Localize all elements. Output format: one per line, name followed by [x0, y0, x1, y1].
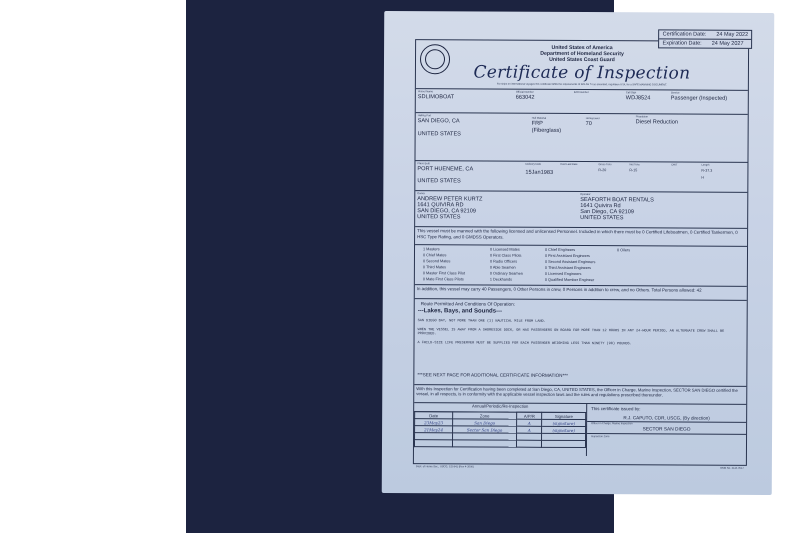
omb-number: OMB No. 2115-0517 [720, 466, 744, 470]
manning-entry: 0 Chief Mates [422, 253, 447, 258]
manning-entry: 0 First Assistant Engineers [544, 253, 590, 259]
certification-date-label: Certification Date: [662, 31, 707, 38]
imo-label: IMO Number [573, 90, 589, 95]
inspection-column-header: Zone [453, 412, 517, 419]
certification-date: 24 May 2022 [716, 31, 749, 38]
issuer-box [586, 404, 746, 457]
inspection-column-header: A/P/R [517, 412, 542, 419]
manning-column-2 [490, 247, 523, 283]
owner-operator-row [415, 190, 747, 226]
inspection-cell: San Diego [453, 419, 517, 426]
route-condition: WHEN THE VESSEL IS AWAY FROM A SHORESIDE DOCK, OR HAS PASSENGERS ON BOARD FOR MORE THAN 12 HOURS IN ANY 24-HOUR PERIOD, AN ALTERNATE CREW SHALL BE PROVIDED. [417, 327, 725, 337]
form-number: Dept. of Home Sec., USCG, CG-841 (Rev 4-2000) [415, 465, 474, 469]
manning-entry: 0 Chief Engineers [545, 247, 576, 252]
place-built-label: Place Built [417, 162, 430, 166]
manning-entry: 0 Able Seamen [489, 265, 516, 270]
horsepower: 70 [585, 121, 592, 128]
manning-intro: This vessel must be manned with the following licensed and unlicensed Personnel. Included in which there must be 0 Certified Lifeboatmen, 0 Certified Tankermen, 0 HSC Type Rating, and 0 GMDSS Operators. [417, 228, 738, 240]
inspection-zone-label: Inspection Zone [591, 435, 610, 439]
length-label: Length [701, 163, 710, 167]
manning-column-1 [423, 246, 465, 282]
photo-background [186, 0, 749, 533]
manning-grid [415, 244, 747, 286]
service: Passenger (Inspected) [670, 95, 728, 102]
manning-column-4 [617, 247, 630, 253]
agency-line-1: United States of America [551, 44, 613, 52]
propulsion-label: Propulsion [635, 115, 648, 119]
route-condition: SAN DIEGO BAY, NOT MORE THAN ONE (1) NAUTICAL MILE FROM LAND. [417, 319, 546, 324]
manning-entry: 0 Oilers [617, 248, 631, 253]
vessel-identity-row [416, 88, 748, 114]
inspection-cell: A [517, 419, 542, 426]
propulsion: Diesel Reduction [635, 119, 678, 126]
gross-tons-label: Gross Tons [598, 163, 612, 167]
inspection-column-header: Signature [542, 412, 586, 419]
manning-entry: 0 Radio Officers [489, 259, 518, 264]
ocmi-label: Officer in Charge, Marine Inspection [591, 422, 633, 426]
inspection-cell: 21May24 [415, 426, 453, 433]
vessel-name: SDLIMOBOAT [417, 94, 455, 101]
horsepower-label: Horsepower [585, 117, 600, 121]
vessel-name-label: Vessel Name [417, 90, 434, 94]
manning-entry: 1 Masters [423, 247, 440, 252]
agency-line-3: United States Coast Guard [549, 57, 615, 64]
inspection-cell: Sector San Diego [453, 426, 517, 433]
manning-entry: 0 Second Assistant Engineers [544, 259, 596, 265]
hailing-port: SAN DIEGO, CA [417, 118, 460, 125]
owner-name: ANDREW PETER KURTZ [417, 196, 483, 203]
manning-intro-row [415, 226, 747, 246]
service-label: Service [670, 91, 680, 95]
owner-address-1: 1641 QUIVIRA RD [417, 202, 464, 209]
hailing-country: UNITED STATES [417, 131, 461, 138]
call-sign: WDJ8524 [625, 95, 651, 102]
official-number-label: Official Number [515, 90, 534, 94]
owner-country: UNITED STATES [417, 214, 461, 221]
manning-entry: 0 Third Mates [422, 265, 447, 270]
issued-by-label: This certificate issued by: [591, 406, 641, 412]
solas-note: For ships on international voyages this certificate fulfills the requirements of SOLAS 74 as amended, regulation V/14, for a SAFE MANNING DOCUMENT. [496, 82, 667, 87]
certification-statement: With this Inspection for Certification having been completed at San Diego, CA, UNITED STATES, the Officer in Charge, Marine Inspection, SECTOR SAN DIEGO certified the vessel, in all respects, is in conformity with the applicable vessel inspection laws and the rules and regulations prescribed thereunder. [416, 386, 738, 398]
keel-laid-label: Keel Laid Date [560, 162, 578, 166]
ocmi: SECTOR SAN DIEGO [587, 426, 746, 435]
place-built-country: UNITED STATES [417, 178, 461, 185]
agency-line-2: Department of Homeland Security [540, 51, 624, 58]
manning-entry: 0 Ordinary Seamen [489, 271, 523, 276]
issued-by: R.J. CAPUTO, CDR, USCG, (By direction) [587, 414, 746, 423]
delivery-date: 15Jan1983 [525, 169, 554, 176]
dwt-label: DWT [671, 163, 678, 167]
route-heading: ---Lakes, Bays, and Sounds--- [417, 308, 503, 315]
owner-label: Owner [417, 192, 425, 196]
certificate-document [382, 11, 775, 495]
inspection-row [414, 440, 585, 448]
see-next-page-note: ***SEE NEXT PAGE FOR ADDITIONAL CERTIFICATE INFORMATION*** [417, 372, 568, 378]
operator-country: UNITED STATES [580, 215, 624, 222]
inspection-cell [542, 440, 586, 447]
operator-address-2: San Diego, CA 92109 [580, 209, 635, 216]
inspection-table [414, 411, 586, 448]
inspection-cell: (signature) [542, 426, 586, 433]
manning-entry: 0 Qualified Member Engineer [544, 277, 595, 283]
route-condition: A CHILD-SIZE LIFE PRESERVER MUST BE SUPPLIED FOR EACH PASSENGER WEIGHING LESS THAN NINETY (90) POUNDS. [417, 340, 632, 346]
gross-tons: R-20 [598, 168, 607, 173]
place-built: PORT HUENEME, CA [417, 166, 474, 173]
owner-address-2: SAN DIEGO, CA 92109 [417, 208, 476, 215]
length: R-37.3 [701, 168, 713, 173]
route-conditions [417, 319, 742, 351]
certificate-frame [413, 31, 749, 470]
inspection-cell: (signature) [542, 419, 586, 426]
route-section [414, 298, 746, 386]
inspection-cell [452, 440, 516, 447]
call-sign-label: Call Sign [625, 91, 637, 95]
manning-entry: 0 Licensed Mates [490, 247, 520, 252]
expiration-date-label: Expiration Date: [662, 40, 702, 47]
net-tons-label: Net Tons [629, 163, 640, 167]
length-2: H [701, 175, 705, 180]
inspection-cell: A [517, 426, 542, 433]
manning-entry: 0 Master First Class Pilot [422, 271, 466, 276]
manning-entry: 1 Deckhands [489, 277, 513, 282]
hailing-port-row [415, 112, 747, 162]
manning-column-3 [545, 247, 596, 283]
manning-entry: 0 Licensed Engineers [544, 271, 582, 277]
operator-label: Operator [580, 193, 591, 197]
route-label: Route Permitted And Conditions Of Operation: [420, 301, 515, 307]
hull-material-detail: (Fiberglass) [531, 127, 562, 134]
hull-material-label: Hull Material [531, 116, 547, 120]
operator-address-1: 1641 Quivira Rd [580, 203, 621, 210]
net-tons: R-15 [629, 168, 638, 173]
inspection-table-title: Annual/Periodic/Re-Inspection [414, 403, 586, 413]
inspection-cell: 23May23 [415, 419, 453, 426]
inspection-cell [517, 440, 542, 447]
official-number: 663042 [515, 94, 535, 101]
manning-entry: 0 Second Mates [422, 259, 451, 264]
operator-name: SEAFORTH BOAT RENTALS [580, 197, 654, 204]
hailing-port-label: Hailing Port [417, 114, 432, 118]
manning-entry: 0 Third Assistant Engineers [544, 265, 592, 271]
inspection-cell [414, 440, 452, 447]
place-built-row [415, 160, 747, 192]
persons-allowed: In addition, this vessel may carry 40 Passengers, 0 Other Persons in crew, 0 Persons in addition to crew, and no Others. Total Persons allowed: 42 [416, 286, 702, 293]
page-title: Certificate of Inspection [473, 62, 691, 84]
inspection-column-header: Date [415, 412, 453, 419]
expiration-date: 24 May 2027 [711, 40, 744, 47]
delivery-date-label: Delivery Date [525, 162, 542, 166]
manning-entry: 0 Mate First Class Pilots [422, 277, 464, 282]
manning-entry: 0 First Class Pilots [489, 253, 522, 258]
hull-material: FRP [531, 120, 543, 127]
certification-statement-row [414, 384, 746, 404]
